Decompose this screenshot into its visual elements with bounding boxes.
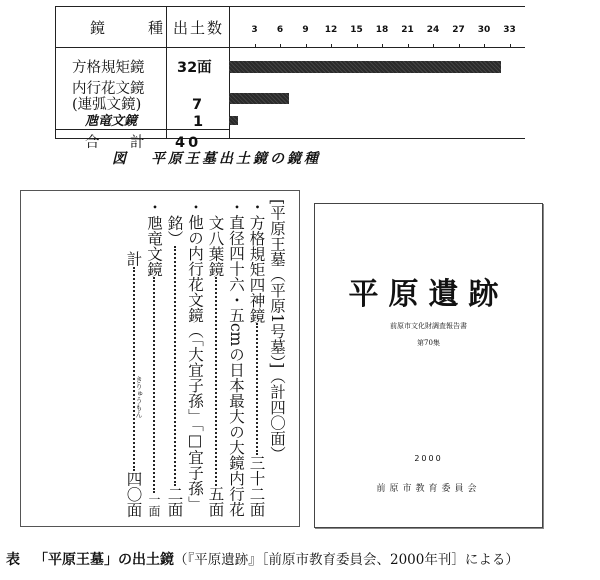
bar-houkaku-kiku <box>229 61 501 73</box>
row-count-2: 7 <box>192 97 203 113</box>
x-tick-label: 27 <box>452 25 465 35</box>
leader-dots <box>214 277 217 486</box>
leader-dots <box>132 267 135 471</box>
x-tick-label: 24 <box>426 25 440 35</box>
row-count-3: 1 <box>193 114 204 130</box>
item-text: 他の内行花文鏡（「大宜子孫」「□宜子孫」 <box>186 214 204 512</box>
bullet: ・ <box>247 199 266 215</box>
cover-volume: 第70集 <box>417 339 440 347</box>
x-tick-label: 30 <box>477 25 491 35</box>
figure-caption-text: 平原王墓出土鏡の鏡種 <box>151 151 321 167</box>
x-tick-mark <box>433 44 434 47</box>
bar-naikou-kamon <box>229 93 289 104</box>
x-tick-mark <box>459 44 460 47</box>
list-item <box>185 199 206 517</box>
total-label: 計 <box>124 251 143 267</box>
x-tick-mark <box>382 44 383 47</box>
table-caption-main: 「平原王墓」の出土鏡 <box>34 552 174 568</box>
x-tick-label: 9 <box>302 25 309 35</box>
header-count: 出土数 <box>173 19 225 37</box>
x-tick-mark <box>280 44 281 47</box>
mirror-type-chart <box>55 6 525 151</box>
list-total <box>123 199 144 517</box>
x-tick-label: 12 <box>324 25 338 35</box>
item-count: 二面 <box>165 486 184 517</box>
bullet: ・ <box>227 199 245 215</box>
x-tick-label: 18 <box>375 25 389 35</box>
total-count: 四〇面 <box>124 470 143 517</box>
heading-total: （計四〇面） <box>268 368 286 462</box>
table-label: 表 <box>6 552 20 568</box>
bullet: ・ <box>186 199 204 215</box>
list-item-cont <box>205 199 226 517</box>
item-count: 五面 <box>206 486 225 517</box>
item-text-cont: 銘） <box>165 215 184 246</box>
row-type-1: 方格規矩鏡 <box>72 60 145 76</box>
row-type-2b: (連弧文鏡) <box>72 97 142 113</box>
cover-publisher: 前原市教育委員会 <box>376 484 481 494</box>
total-label: 合 計 <box>85 135 153 151</box>
bullet: ・ <box>145 199 163 215</box>
list-item <box>246 199 267 517</box>
vertical-mirror-list <box>20 190 300 527</box>
item-count: 三十二面 <box>247 455 266 517</box>
total-count: 40 <box>175 135 202 151</box>
list-heading <box>267 199 288 517</box>
x-tick-label: 3 <box>251 25 258 35</box>
list-item <box>226 199 247 517</box>
item-text: 虺竜文鏡 <box>145 214 163 277</box>
leader-dots <box>153 277 156 494</box>
header-mirror-type: 鏡 種 <box>90 19 178 37</box>
header-divider <box>55 47 525 48</box>
x-tick-label: 33 <box>503 25 516 35</box>
x-tick-label: 6 <box>276 25 284 35</box>
item-text: 方格規矩四神鏡 <box>247 214 266 323</box>
x-tick-mark <box>331 44 332 47</box>
leader-dots <box>255 323 258 455</box>
heading-title: [平原王墓（平原1号墓）] <box>268 199 286 369</box>
vertical-text <box>123 199 287 517</box>
figure-label: 図 <box>112 151 129 167</box>
row-type-3: 虺竜文鏡 <box>85 114 138 129</box>
figure-caption <box>112 148 321 168</box>
item-text: 直径四十六・五cmの日本最大の大鏡内行花 <box>227 214 245 517</box>
x-tick-mark <box>510 44 511 47</box>
x-tick-mark <box>306 44 307 47</box>
x-tick-label: 21 <box>401 25 414 35</box>
book-cover <box>314 203 543 528</box>
list-item <box>144 199 165 517</box>
item-text-cont: 文八葉鏡 <box>206 215 225 277</box>
bar-kiryu-mon <box>229 116 238 125</box>
ruby-kiryumon: きりゅうもん <box>135 376 143 418</box>
table-caption <box>6 548 519 569</box>
leader-dots <box>173 246 176 486</box>
x-tick-mark <box>484 44 485 47</box>
row-type-2a: 内行花文鏡 <box>72 81 145 97</box>
cover-series: 前原市文化財調査報告書 <box>390 322 467 330</box>
item-count: 一面 <box>147 493 161 517</box>
table-caption-source: （『平原遺跡』［前原市教育委員会、2000年刊］による） <box>174 552 519 568</box>
list-item-cont <box>164 199 185 517</box>
x-tick-label: 15 <box>350 25 363 35</box>
row-count-1: 32面 <box>177 60 212 76</box>
cover-year: 2000 <box>414 454 443 463</box>
x-tick-mark <box>255 44 256 47</box>
x-tick-mark <box>408 44 409 47</box>
x-tick-mark <box>357 44 358 47</box>
cover-title: 平原遺跡 <box>348 277 509 312</box>
